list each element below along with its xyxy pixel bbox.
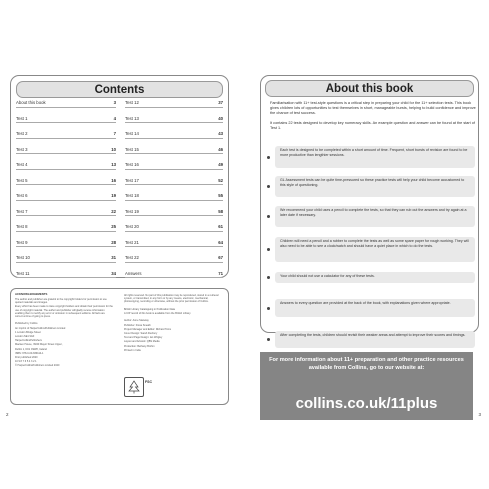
toc-page-number: 4 bbox=[113, 115, 116, 121]
bullet-text: Children will need a pencil and a rubber to complete the tests as well as some spare paper for rough working. They will also need to be able to see a clock/watch and should have a quiet place in which to do the tests. bbox=[275, 237, 475, 262]
toc-divider bbox=[16, 246, 116, 247]
toc-label: Test 13 bbox=[125, 115, 139, 121]
toc-row bbox=[16, 131, 116, 139]
intro-paragraph bbox=[270, 101, 477, 131]
toc-row bbox=[125, 209, 223, 217]
toc-page-number: 28 bbox=[111, 239, 116, 245]
toc-divider bbox=[125, 200, 223, 201]
ack-line: The author and publisher are grateful to the copyright holders for permission to use quoted materials and images. bbox=[15, 298, 107, 305]
ack-line: Layout and Artwork: QBS Media bbox=[124, 340, 160, 344]
toc-label: Test 21 bbox=[125, 239, 139, 245]
intro-text-2: It contains 22 tests designed to develop key numeracy skills. An example question and answer can be found at the start of Test 1. bbox=[270, 121, 475, 130]
toc-label: Test 1 bbox=[16, 115, 28, 121]
ack-line: 10 9 8 7 6 5 4 3 2 1 bbox=[15, 360, 37, 364]
bullet-item bbox=[267, 237, 475, 262]
toc-label: Test 18 bbox=[125, 193, 139, 198]
toc-label: Test 4 bbox=[16, 162, 28, 167]
toc-page-number: 55 bbox=[218, 193, 223, 198]
toc-page-number: 7 bbox=[113, 131, 116, 136]
bullet-dot-icon bbox=[267, 307, 270, 310]
bullet-item bbox=[267, 206, 475, 227]
about-heading: About this book bbox=[265, 80, 474, 97]
bullet-item bbox=[267, 331, 475, 348]
ack-line: © HarperCollinsPublishers Limited 2020 bbox=[15, 364, 60, 368]
toc-page-number: 43 bbox=[218, 131, 223, 136]
toc-page-number: 13 bbox=[111, 162, 116, 167]
toc-row bbox=[16, 240, 116, 248]
toc-label: Test 20 bbox=[125, 224, 139, 229]
toc-divider bbox=[125, 277, 223, 278]
ack-heading: ACKNOWLEDGEMENTS bbox=[15, 292, 48, 296]
toc-label: Test 19 bbox=[125, 208, 139, 214]
bullet-dot-icon bbox=[267, 338, 270, 341]
intro-text: Familiarisation with 11+ test-style questions is a critical step in preparing your child for the 11+ selection tests. This book gives children lots of opportunities to test themselves in short, manageable bursts, helping to build confidence and improve the chance of test success. bbox=[270, 101, 476, 115]
toc-divider bbox=[125, 262, 223, 263]
toc-label: Test 14 bbox=[125, 131, 139, 136]
bullet-text: Answers to every question are provided at the back of the book, with explanations given where appropriate. bbox=[275, 299, 475, 317]
toc-page-number: 19 bbox=[111, 193, 116, 198]
fsc-logo bbox=[124, 377, 144, 397]
toc-row bbox=[16, 209, 116, 217]
toc-label: Test 2 bbox=[16, 131, 28, 136]
toc-row bbox=[16, 271, 116, 279]
toc-divider bbox=[16, 184, 116, 185]
toc-label: Test 11 bbox=[16, 270, 30, 276]
toc-label: Test 12 bbox=[125, 100, 139, 105]
ack-line: Production: Bethany Brohm bbox=[124, 344, 155, 348]
toc-divider bbox=[16, 262, 116, 263]
bullet-text: After completing the tests, children should revisit their weaker areas and attempt to improve their scores and timings. bbox=[275, 331, 475, 348]
toc-page-number: 40 bbox=[218, 115, 223, 121]
ack-line: 1 London Bridge Street bbox=[15, 330, 41, 334]
toc-row bbox=[16, 116, 116, 124]
toc-divider bbox=[16, 277, 116, 278]
bullet-dot-icon bbox=[267, 276, 270, 279]
toc-label: Test 15 bbox=[125, 146, 139, 152]
ack-line: A CIP record of this book is available from the British Library. bbox=[124, 312, 192, 315]
toc-row bbox=[16, 147, 116, 155]
bullet-item bbox=[267, 176, 475, 197]
toc-row bbox=[16, 162, 116, 170]
bullet-item bbox=[267, 272, 475, 283]
bullet-dot-icon bbox=[267, 185, 270, 188]
ack-line: Project Manager and Editor: Richard Toms bbox=[124, 327, 172, 331]
toc-row bbox=[125, 147, 223, 155]
toc-label: Test 8 bbox=[16, 224, 28, 229]
toc-divider bbox=[125, 231, 223, 232]
toc-page-number: 46 bbox=[218, 146, 223, 152]
left-page bbox=[0, 0, 244, 489]
toc-label: Test 5 bbox=[16, 177, 28, 183]
ack-line: All rights reserved. No part of this publication may be reproduced, stored in a retrieval system, or transmitted, in any form or by any means, electronic, mechanical, photocopying, recording or otherwise, without the prior permission of Collins. bbox=[124, 294, 219, 304]
contents-panel bbox=[10, 75, 229, 278]
toc-page-number: 16 bbox=[111, 177, 116, 183]
toc-row bbox=[16, 193, 116, 201]
toc-label: About this book bbox=[16, 100, 46, 105]
toc-page-number: 58 bbox=[218, 208, 223, 214]
toc-row bbox=[125, 162, 223, 170]
toc-row bbox=[125, 178, 223, 186]
bullet-text: GL Assessment tests can be quite time-pressured so these practice tests will help your child become accustomed to this style of questioning. bbox=[275, 176, 475, 197]
toc-row bbox=[125, 240, 223, 248]
tree-icon bbox=[125, 378, 143, 396]
ack-line: Macken House, 39/40 Mayor Street Upper, bbox=[15, 343, 63, 347]
promo-text: For more information about 11+ preparation and other practice resources available from Collins, go to our website at: bbox=[269, 357, 464, 371]
toc-label: Test 9 bbox=[16, 239, 28, 245]
bullet-text: Your child should not use a calculator for any of these tests. bbox=[275, 272, 475, 283]
toc-page-number: 71 bbox=[218, 270, 223, 276]
website-url-link[interactable]: collins.co.uk/11plus bbox=[295, 395, 438, 412]
toc-page-number: 49 bbox=[218, 162, 223, 167]
toc-divider bbox=[16, 122, 116, 123]
toc-divider bbox=[125, 215, 223, 216]
toc-row bbox=[16, 100, 116, 108]
bullet-text: Each test is designed to be completed within a short amount of time. Frequent, short bursts of revision are found to be more productive than lengthier sessions. bbox=[275, 146, 475, 168]
fsc-label: FSC bbox=[145, 380, 152, 384]
contents-heading: Contents bbox=[16, 81, 223, 98]
ack-line: Printed in India bbox=[124, 348, 141, 352]
toc-label: Test 3 bbox=[16, 146, 28, 152]
toc-page-number: 37 bbox=[218, 100, 223, 105]
ack-line: First published 2020 bbox=[15, 356, 38, 359]
toc-label: Test 17 bbox=[125, 177, 139, 183]
toc-divider bbox=[16, 169, 116, 170]
toc-page-number: 34 bbox=[111, 270, 116, 276]
toc-label: Test 10 bbox=[16, 255, 30, 260]
acknowledgements-panel bbox=[10, 288, 229, 405]
toc-row bbox=[125, 224, 223, 232]
toc-label: Test 22 bbox=[125, 255, 139, 260]
toc-divider bbox=[125, 107, 223, 108]
bullet-item bbox=[267, 299, 475, 317]
ack-line: Published by Collins bbox=[15, 322, 38, 326]
ack-line: Text and Page Design: Ian Wrigley bbox=[124, 336, 163, 340]
toc-divider bbox=[125, 169, 223, 170]
toc-row bbox=[16, 224, 116, 232]
ack-line: An imprint of HarperCollinsPublishers Limited bbox=[15, 326, 66, 330]
toc-page-number: 3 bbox=[113, 100, 116, 105]
toc-divider bbox=[16, 153, 116, 154]
page-number-left: 2 bbox=[6, 412, 9, 417]
ack-line: Author: Anne Stanway bbox=[124, 319, 149, 323]
toc-page-number: 31 bbox=[111, 255, 116, 260]
toc-divider bbox=[16, 107, 116, 108]
ack-line: HarperCollinsPublishers bbox=[15, 339, 42, 343]
toc-divider bbox=[16, 138, 116, 139]
toc-divider bbox=[16, 231, 116, 232]
toc-divider bbox=[16, 200, 116, 201]
toc-divider bbox=[125, 184, 223, 185]
toc-row bbox=[16, 178, 116, 186]
toc-page-number: 61 bbox=[218, 224, 223, 229]
ack-line: Dublin 1, D01 C9W8, Ireland bbox=[15, 347, 47, 351]
toc-label: Test 16 bbox=[125, 162, 139, 167]
bullet-dot-icon bbox=[267, 215, 270, 218]
ack-line: Cover Design: Sarah Duxbury bbox=[124, 332, 158, 335]
ack-line: British Library Cataloguing in Publication Data bbox=[124, 307, 175, 311]
ack-line: Every effort has been made to trace copyright holders and obtain their permission for the use of copyright material. The author and publisher will gladly receive information enabling them to rectify any error or omission in subsequent editions. All facts are correct at time of going to press. bbox=[15, 305, 113, 318]
toc-page-number: 67 bbox=[218, 255, 223, 260]
toc-row bbox=[125, 255, 223, 263]
bullet-dot-icon bbox=[267, 248, 270, 251]
bullet-dot-icon bbox=[267, 156, 270, 159]
toc-row bbox=[16, 255, 116, 263]
toc-divider bbox=[125, 138, 223, 139]
website-promo-banner bbox=[260, 352, 473, 420]
toc-divider bbox=[16, 215, 116, 216]
toc-page-number: 64 bbox=[218, 239, 223, 245]
page-number-right: 3 bbox=[478, 412, 481, 417]
toc-page-number: 10 bbox=[111, 146, 116, 152]
toc-page-number: 25 bbox=[111, 224, 116, 229]
toc-divider bbox=[125, 246, 223, 247]
toc-label: Answers bbox=[125, 270, 142, 276]
toc-row bbox=[125, 116, 223, 124]
bullet-item bbox=[267, 146, 475, 168]
toc-row bbox=[125, 131, 223, 139]
toc-divider bbox=[125, 122, 223, 123]
toc-row bbox=[125, 100, 223, 108]
ack-line: ISBN: 978-0-00-839114-1 bbox=[15, 351, 44, 355]
toc-page-number: 22 bbox=[111, 208, 116, 214]
toc-divider bbox=[125, 153, 223, 154]
bullet-text: We recommend your child uses a pencil to complete the tests, so that they can rub out the answers and try again at a later date if necessary. bbox=[275, 206, 475, 227]
toc-row bbox=[125, 193, 223, 201]
toc-page-number: 52 bbox=[218, 177, 223, 183]
toc-label: Test 7 bbox=[16, 208, 28, 214]
toc-label: Test 6 bbox=[16, 193, 28, 198]
toc-row bbox=[125, 271, 223, 279]
ack-line: London SE1 9GF bbox=[15, 335, 35, 338]
ack-line: Publisher: Fiona Sneath bbox=[124, 323, 151, 327]
